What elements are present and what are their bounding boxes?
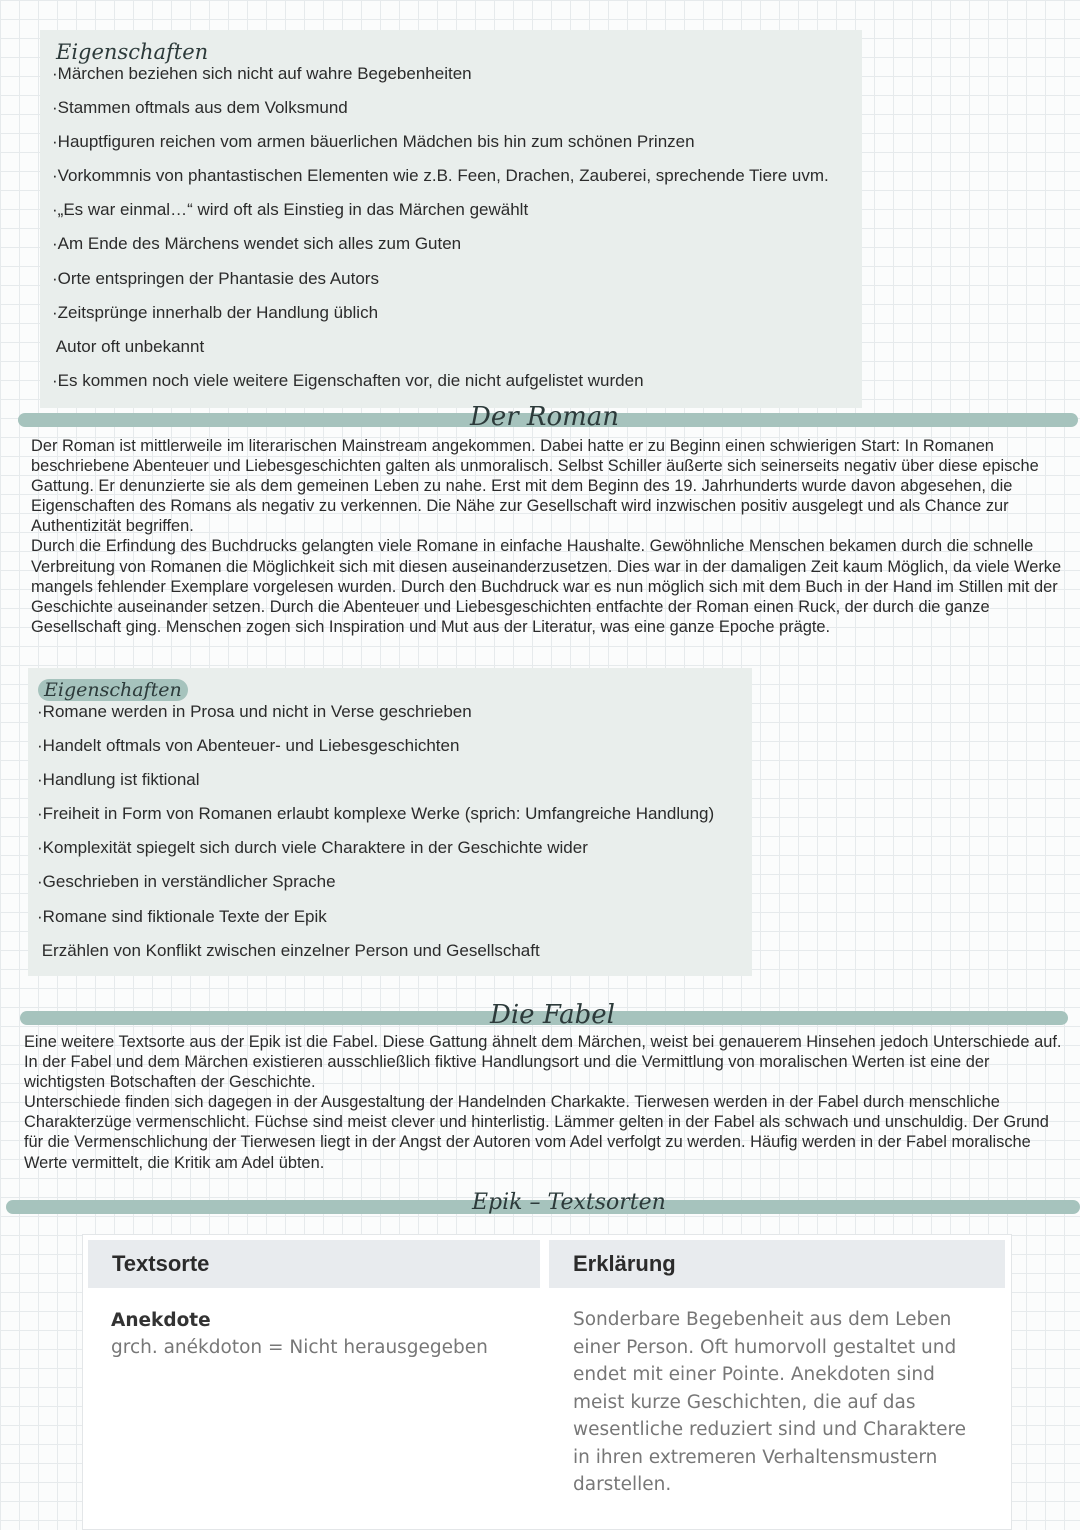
maerchen-properties-list (52, 64, 829, 405)
roman-properties-heading: Eigenschaften (38, 679, 188, 701)
table-header-erklaerung: Erklärung (549, 1240, 1005, 1288)
roman-properties-list (37, 702, 714, 975)
cell-name: Anekdote (111, 1310, 211, 1331)
section-title-roman: Der Roman (470, 402, 620, 432)
table-header-textsorte: Textsorte (88, 1240, 540, 1288)
list-item: ·Romane werden in Prosa und nicht in Verse geschrieben (37, 702, 472, 721)
cell-origin: grch. anékdoton = Nicht herausgegeben (111, 1337, 488, 1358)
section-title-fabel: Die Fabel (490, 1000, 615, 1030)
list-item: ·Handlung ist fiktional (37, 770, 200, 790)
list-item: ·Am Ende des Märchens wendet sich alles zum Guten (52, 234, 462, 254)
roman-paragraph: Der Roman ist mittlerweile im literarischen Mainstream angekommen. Dabei hatte er zu Beginn einen schwierigen Start: In Romanen beschriebene Abenteuer und Liebesgeschichten galten als unmoralisch. Selbst Schiller äußerte sich seinerseits negativ über diese epische Gattung. Er denunzierte sie als dem gemeinen Leben zu nahe. Erst mit dem Beginn des 19. Jahrhunderts wurde davon abgesehen, die Eigenschaften des Romans als negativ zu verkennen. Die Nähe zur Gesellschaft wird inzwischen positiv ausgelegt und als Chance zur Authentizität begriffen. Durch die Erfindung des Buchdrucks gelangten viele Romane in einfache Haushalte. Gewöhnliche Menschen bekamen durch die schnelle Verbreitung von Romanen die Möglichkeit sich mit diesen auseinanderzusetzen. Dies war in der damaligen Zeit kaum Möglich, da viele Werke mangels fehlender Exemplare vorgelesen wurden. Durch den Buchdruck war es nun möglich sich mit dem Buch in der Hand im Stillen mit der Geschichte auseinander setzen. Durch die Abenteuer und Liebesgeschichten entfachte der Roman einen Ruck, der durch die ganze Gesellschaft ging. Menschen zogen sich Inspiration und Mut aus der Literatur, was eine ganze Epoche prägte. (31, 437, 1062, 636)
list-item: ·Zeitsprünge innerhalb der Handlung üblich (52, 302, 379, 322)
list-item: ·Vorkommnis von phantastischen Elementen wie z.B. Feen, Drachen, Zauberei, sprechende Tiere uvm. (52, 166, 829, 186)
maerchen-properties-heading: Eigenschaften (56, 40, 209, 64)
fabel-paragraph: Eine weitere Textsorte aus der Epik ist die Fabel. Diese Gattung ähnelt dem Märchen, weist bei genauerem Hinsehen jedoch Unterschiede auf. In der Fabel und dem Märchen existieren ausschließlich fiktive Handlungsort und die Vermittlung von moralischen Werten ist eine der wichtigsten Botschaften der Geschichte. Unterschiede finden sich dagegen in der Ausgestaltung der Handelnden Charkakte. Tierwesen werden in der Fabel durch menschliche Charakterzüge vermenschlicht. Füchse sind meist clever und hinterlistig. Lämmer gelten in der Fabel als schwach und unschuldig. Der Grund für die Vermenschlichung der Tierwesen liegt in der Angst der Autoren vom Adel verfolgt zu werden. Häufig werden in der Fabel moralische Werte vermittelt, die Kritik am Adel übten. (24, 1033, 1062, 1172)
textsorten-table (82, 1234, 1012, 1530)
list-item: ·Geschrieben in verständlicher Sprache (37, 872, 336, 892)
list-item: ·Märchen beziehen sich nicht auf wahre Begebenheiten (52, 64, 472, 83)
list-item: ·Hauptfiguren reichen vom armen bäuerlichen Mädchen bis hin zum schönen Prinzen (52, 132, 695, 152)
list-item: ·Orte entspringen der Phantasie des Autors (52, 268, 379, 288)
list-item: ·Freiheit in Form von Romanen erlaubt komplexe Werke (sprich: Umfangreiche Handlung) (37, 804, 715, 824)
list-item: Erzählen von Konflikt zwischen einzelner Person und Gesellschaft (37, 940, 540, 960)
list-item: ·Komplexität spiegelt sich durch viele Charaktere in der Geschichte wider (37, 838, 588, 858)
list-item: Autor oft unbekannt (52, 336, 205, 356)
list-item: ·„Es war einmal…“ wird oft als Einstieg in das Märchen gewählt (52, 200, 529, 220)
list-item: ·Stammen oftmals aus dem Volksmund (52, 98, 348, 118)
list-item: ·Romane sind fiktionale Texte der Epik (37, 906, 327, 926)
section-title-epik: Epik – Textsorten (472, 1190, 666, 1215)
cell-explanation: Sonderbare Begebenheit aus dem Leben einer Person. Oft humorvoll gestaltet und endet mit einer Pointe. Anekdoten sind meist kurze Geschichten, die auf das wesentliche reduziert sind und Charaktere in ihren extremeren Verhaltensmustern darstellen. (573, 1309, 967, 1495)
list-item: ·Es kommen noch viele weitere Eigenschaften vor, die nicht aufgelistet wurden (52, 370, 644, 390)
list-item: ·Handelt oftmals von Abenteuer- und Liebesgeschichten (37, 736, 460, 756)
